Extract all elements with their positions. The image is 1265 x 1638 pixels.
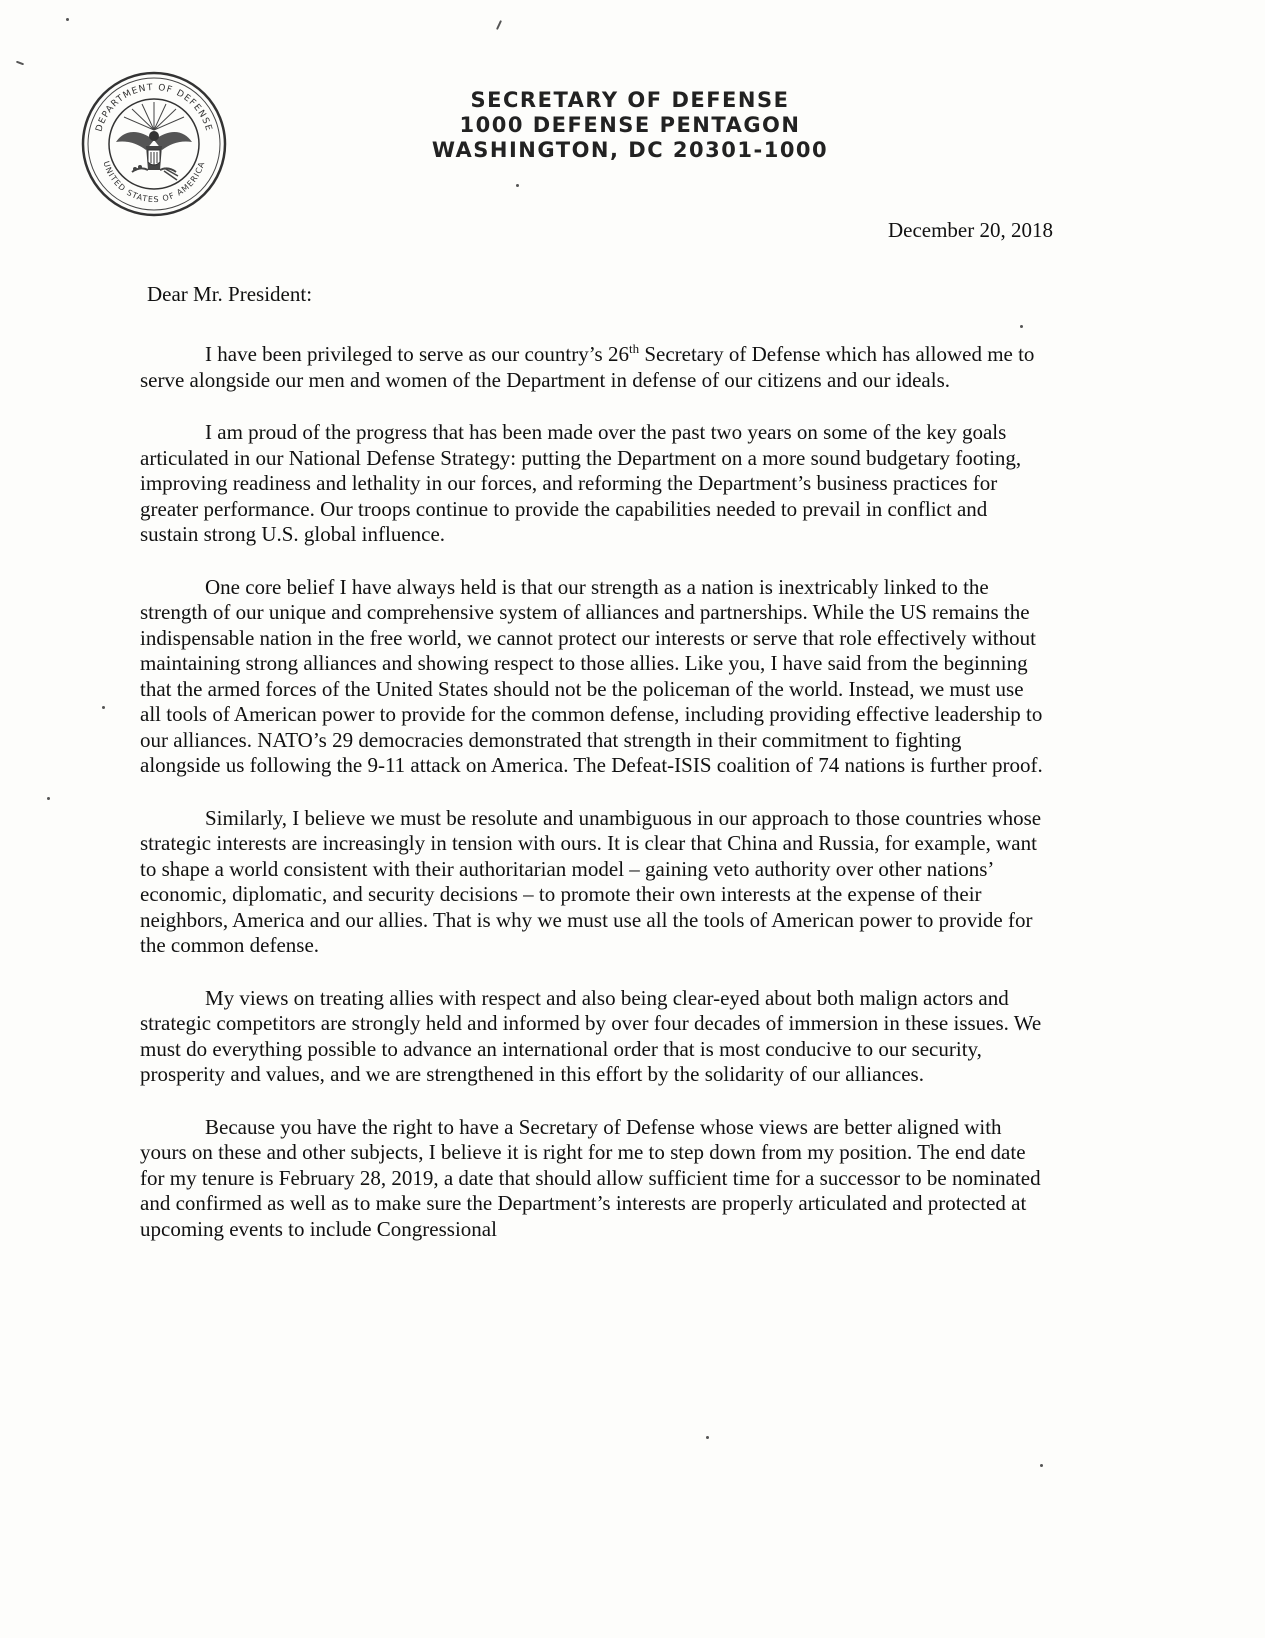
letter-date: December 20, 2018 — [887, 218, 1053, 242]
scan-speck — [1040, 1464, 1043, 1467]
paragraph-1-part-a: I have been privileged to serve as our country’s 26 — [205, 342, 629, 366]
paragraph-3: One core belief I have always held is that our strength as a nation is inextricably linked to the strength of our unique and comprehensive system of alliances and partnerships. While the US remains the indispensable nation in the free world, we cannot protect our interests or serve that role effectively without maintaining strong alliances and showing respect to those allies. Like you, I have said from the beginning that the armed forces of the United States should not be the policeman of the world. Instead, we must use all tools of American power to provide for the common defense, including providing effective leadership to our alliances. NATO’s 29 democracies demonstrated that strength in their commitment to fighting alongside us following the 9-11 attack on America. The Defeat-ISIS coalition of 74 nations is further proof. — [140, 574, 1043, 777]
paragraph-4: Similarly, I believe we must be resolute and unambiguous in our approach to those countries whose strategic interests are increasingly in tension with ours. It is clear that China and Russia, for example, want to shape a world consistent with their authoritarian model – gaining veto authority over other nations’ economic, diplomatic, and security decisions – to promote their own interests at the expense of their neighbors, America and our allies. That is why we must use all the tools of American power to provide for the common defense. — [140, 805, 1042, 957]
paragraph-6: Because you have the right to have a Secretary of Defense whose views are better aligned with yours on these and other subjects, I believe it is right for me to step down from my position. The end date for my tenure is February 28, 2019, a date that should allow sufficient time for a successor to be nominated and confirmed as well as to make sure the Department’s interests are properly articulated and protected at upcoming events to include Congressional — [140, 1114, 1041, 1241]
ordinal-suffix: th — [628, 341, 640, 356]
seal-ring-text-bottom: UNITED STATES OF AMERICA — [101, 160, 207, 205]
salutation: Dear Mr. President: — [147, 282, 313, 306]
letterhead-title: SECRETARY OF DEFENSE — [470, 88, 790, 112]
scan-speck — [47, 797, 50, 800]
scan-speck — [1020, 325, 1023, 328]
scan-speck — [16, 61, 24, 66]
letterhead-address: 1000 DEFENSE PENTAGON — [459, 113, 801, 137]
department-of-defense-seal — [80, 70, 228, 218]
seal-ring-text-top: DEPARTMENT OF DEFENSE — [94, 82, 214, 133]
seal-emblem-icon — [80, 70, 228, 218]
paragraph-5: My views on treating allies with respect and also being clear-eyed about both malign actors and strategic competitors are strongly held and informed by over four decades of immersion in these issues. We must do everything possible to advance an international order that is most conducive to our security, prosperity and values, and we are strengthened in this effort by the solidarity of our alliances. — [140, 985, 1042, 1086]
scan-speck — [66, 18, 69, 21]
scan-speck — [102, 706, 105, 709]
scan-speck — [496, 20, 502, 30]
paragraph-2: I am proud of the progress that has been made over the past two years on some of the key goals articulated in our National Defense Strategy: putting the Department on a more sound budgetary footing, improving readiness and lethality in our forces, and reforming the Department’s business practices for greater performance. Our troops continue to provide the capabilities needed to prevail in conflict and sustain strong U.S. global influence. — [140, 420, 1022, 546]
letter-body — [140, 342, 1045, 1269]
scan-speck — [516, 184, 519, 187]
scan-speck — [706, 1436, 709, 1439]
paragraph-1 — [140, 342, 1045, 393]
letterhead — [380, 88, 880, 163]
letterhead-city: WASHINGTON, DC 20301-1000 — [431, 138, 829, 162]
paragraph-1-part-b: Secretary of Defense which has allowed me to serve alongside our men and women of the Department in defense of our citizens and our ideals. — [140, 342, 1035, 392]
